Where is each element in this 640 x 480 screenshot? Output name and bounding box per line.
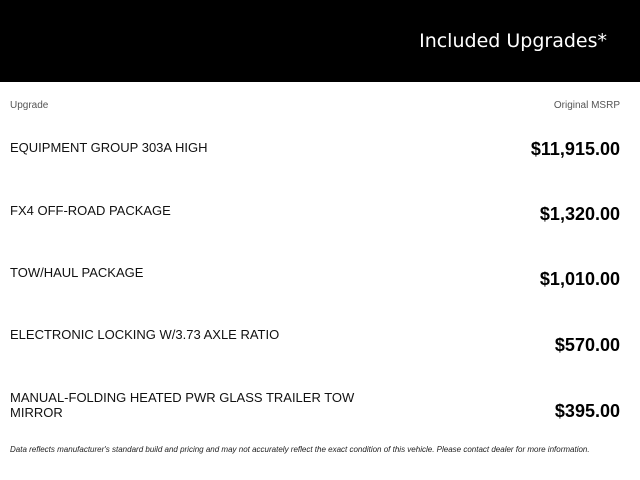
column-header-upgrade: Upgrade [10,100,49,111]
upgrade-name: FX4 OFF-ROAD PACKAGE [10,203,171,218]
upgrade-price: $11,915.00 [530,139,620,159]
upgrade-price: $1,010.00 [539,269,620,289]
upgrade-price: $1,320.00 [539,204,620,224]
upgrade-name: EQUIPMENT GROUP 303A HIGH [10,140,208,155]
page-title: Included Upgrades* [419,30,607,52]
upgrade-name: TOW/HAUL PACKAGE [10,265,144,280]
upgrade-name: ELECTRONIC LOCKING W/3.73 AXLE RATIO [10,327,280,342]
upgrade-price: $395.00 [554,401,620,421]
column-header-msrp: Original MSRP [553,100,620,111]
upgrade-price: $570.00 [554,335,620,355]
header-bar [0,0,640,82]
upgrade-name: MANUAL-FOLDING HEATED PWR GLASS TRAILER TOW MIRROR [10,390,355,420]
disclaimer-text: Data reflects manufacturer's standard build and pricing and may not accurately reflect the exact condition of this vehicle. Please contact dealer for more information. [10,445,590,454]
